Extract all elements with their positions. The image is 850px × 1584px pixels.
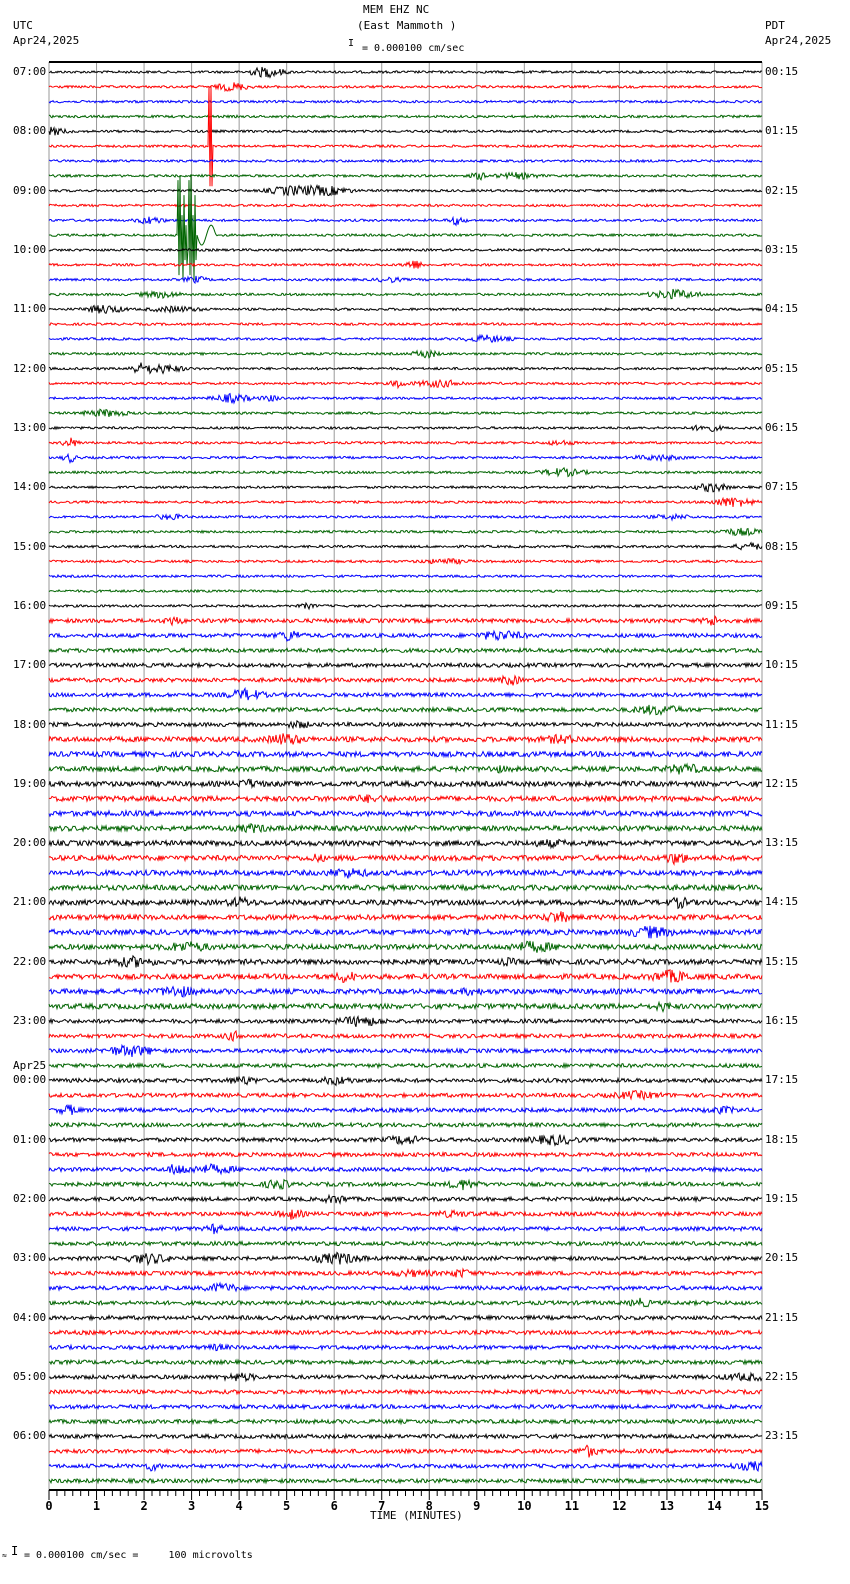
x-tick-label: 11 <box>564 1499 580 1513</box>
pdt-hour-label: 08:15 <box>765 539 799 553</box>
left-timezone: UTC <box>13 19 33 32</box>
pdt-hour-label: 12:15 <box>765 776 799 790</box>
seismic-trace <box>49 897 762 909</box>
utc-hour-label: 08:00 <box>13 124 47 138</box>
seismic-trace <box>49 1434 762 1438</box>
utc-hour-label: 16:00 <box>13 598 47 612</box>
seismic-trace <box>49 1373 762 1381</box>
seismic-trace <box>49 648 762 652</box>
utc-hour-label: 03:00 <box>13 1251 47 1265</box>
x-axis-label: TIME (MINUTES) <box>370 1509 463 1522</box>
utc-hour-label: 06:00 <box>13 1429 47 1443</box>
seismic-trace <box>49 514 762 520</box>
x-tick-label: 13 <box>659 1499 675 1513</box>
pdt-hour-label: 20:15 <box>765 1251 799 1265</box>
x-tick-label: 10 <box>517 1499 532 1513</box>
pdt-hour-label: 13:15 <box>765 836 799 850</box>
seismic-trace <box>49 185 762 195</box>
seismic-trace <box>49 733 762 744</box>
seismic-trace <box>49 454 762 462</box>
seismic-trace <box>49 824 762 833</box>
pdt-hour-label: 10:15 <box>765 658 799 672</box>
utc-hour-label: 13:00 <box>13 420 47 434</box>
utc-hour-label: 14:00 <box>13 480 47 494</box>
footer-scale-bar-icon: I <box>11 1544 19 1558</box>
seismic-trace <box>49 1331 762 1335</box>
seismic-trace <box>49 351 762 358</box>
seismic-trace <box>49 721 762 728</box>
right-date: Apr24,2025 <box>765 34 832 47</box>
seismic-trace <box>49 590 762 592</box>
seismic-trace <box>49 1123 762 1127</box>
utc-hour-label: 19:00 <box>13 776 47 790</box>
seismic-trace <box>49 1420 762 1424</box>
seismic-trace <box>49 705 762 715</box>
utc-hour-label: 12:00 <box>13 361 47 375</box>
seismic-trace <box>49 956 762 968</box>
seismic-trace <box>49 970 762 983</box>
pdt-hour-label: 03:15 <box>765 242 799 256</box>
footer-prefix: ≈ <box>2 1551 7 1560</box>
seismic-trace <box>49 305 762 313</box>
seismic-trace <box>49 409 762 417</box>
pdt-hour-label: 16:15 <box>765 1014 799 1028</box>
pdt-hour-label: 22:15 <box>765 1370 799 1384</box>
seismic-trace <box>49 249 762 251</box>
seismic-trace <box>49 172 762 180</box>
seismic-trace <box>49 425 762 431</box>
x-tick-label: 8 <box>425 1499 433 1513</box>
x-tick-label: 1 <box>92 1499 101 1513</box>
seismic-trace <box>49 1390 762 1394</box>
seismic-trace <box>49 795 762 804</box>
x-tick-label: 12 <box>612 1499 627 1513</box>
pdt-hour-label: 02:15 <box>765 183 799 197</box>
right-timezone: PDT <box>765 19 785 32</box>
seismic-trace <box>49 101 762 103</box>
pdt-hour-label: 05:15 <box>765 361 799 375</box>
x-tick-label: 3 <box>187 1499 196 1513</box>
seismic-trace <box>49 468 762 477</box>
seismic-trace <box>49 323 762 325</box>
seismic-trace <box>49 1298 762 1307</box>
x-tick-label: 14 <box>707 1499 722 1513</box>
seismic-trace <box>49 752 762 757</box>
seismic-trace <box>49 676 762 686</box>
seismic-trace <box>49 885 762 890</box>
station-subtitle: (East Mammoth ) <box>357 19 457 32</box>
seismic-trace <box>49 127 762 135</box>
seismic-trace <box>49 616 762 625</box>
seismic-trace <box>49 1195 762 1203</box>
seismic-trace <box>49 689 762 701</box>
pdt-hour-label: 21:15 <box>765 1310 799 1324</box>
pdt-hour-label: 15:15 <box>765 954 799 968</box>
x-tick-label: 6 <box>330 1499 338 1513</box>
utc-hour-label: 11:00 <box>13 302 47 316</box>
utc-hour-label: 18:00 <box>13 717 47 731</box>
pdt-hour-label: 07:15 <box>765 480 799 494</box>
pdt-hour-label: 19:15 <box>765 1192 799 1206</box>
seismic-trace <box>49 1253 762 1265</box>
seismic-trace <box>49 438 762 446</box>
seismic-trace <box>49 1105 762 1115</box>
seismic-trace <box>49 1283 762 1291</box>
seismic-trace <box>49 528 762 536</box>
pdt-hour-label: 11:15 <box>765 717 799 731</box>
x-tick-label: 9 <box>473 1499 481 1513</box>
seismic-trace <box>49 839 762 847</box>
seismic-trace <box>49 543 762 550</box>
utc-hour-label: 02:00 <box>13 1192 47 1206</box>
utc-hour-label: 15:00 <box>13 539 47 553</box>
seismic-trace <box>49 276 762 283</box>
utc-hour-label: 21:00 <box>13 895 47 909</box>
seismic-trace <box>49 1091 762 1100</box>
seismic-trace <box>49 1360 762 1364</box>
left-date: Apr24,2025 <box>13 34 80 47</box>
seismic-trace <box>49 1405 762 1409</box>
utc-hour-label: 23:00 <box>13 1014 47 1028</box>
utc-hour-label: 10:00 <box>13 242 47 256</box>
x-tick-label: 15 <box>754 1499 770 1513</box>
seismic-trace <box>49 67 762 77</box>
seismic-trace <box>49 1045 762 1057</box>
pdt-hour-label: 23:15 <box>765 1429 799 1443</box>
seismic-trace <box>49 82 762 91</box>
pdt-hour-label: 17:15 <box>765 1073 799 1087</box>
seismic-trace <box>49 1461 762 1471</box>
seismic-trace <box>49 261 762 269</box>
x-tick-label: 4 <box>235 1499 243 1513</box>
scale-label: = 0.000100 cm/sec <box>362 43 465 54</box>
seismic-trace <box>49 1077 762 1086</box>
date-change-label: Apr25 <box>13 1059 47 1073</box>
footer-scale-text: = 0.000100 cm/sec = 100 microvolts <box>24 1550 253 1561</box>
pdt-hour-label: 09:15 <box>765 598 799 612</box>
utc-hour-label: 17:00 <box>13 658 47 672</box>
seismic-trace <box>49 204 762 206</box>
pdt-hour-label: 14:15 <box>765 895 799 909</box>
seismic-trace <box>49 394 762 404</box>
utc-hour-label: 20:00 <box>13 836 47 850</box>
x-tick-label: 2 <box>140 1499 148 1513</box>
x-tick-label: 5 <box>283 1499 291 1513</box>
pdt-hour-label: 00:15 <box>765 65 799 78</box>
seismic-trace <box>49 1017 762 1027</box>
seismic-trace <box>49 363 762 374</box>
x-tick-label: 7 <box>378 1499 386 1513</box>
x-tick-label: 0 <box>45 1499 53 1513</box>
scale-bar-icon: I <box>348 38 355 49</box>
seismic-trace <box>49 1002 762 1011</box>
seismic-trace <box>49 663 762 667</box>
seismic-trace <box>49 498 762 507</box>
seismic-trace <box>49 1064 762 1068</box>
seismic-trace <box>49 1031 762 1041</box>
seismic-trace <box>49 380 762 388</box>
utc-hour-label: 09:00 <box>13 183 47 197</box>
pdt-hour-label: 04:15 <box>765 302 799 316</box>
seismic-trace <box>49 764 762 774</box>
seismic-trace <box>49 1316 762 1320</box>
seismic-trace <box>49 811 762 816</box>
seismic-trace <box>49 1479 762 1483</box>
pdt-hour-label: 18:15 <box>765 1132 799 1146</box>
seismic-trace <box>49 779 762 787</box>
seismic-trace <box>49 631 762 641</box>
utc-hour-label: 05:00 <box>13 1370 47 1384</box>
seismic-trace <box>49 868 762 878</box>
seismic-trace <box>49 335 762 343</box>
seismic-trace <box>49 986 762 997</box>
seismic-trace <box>49 115 762 117</box>
seismic-trace <box>49 1180 762 1190</box>
seismic-trace <box>49 941 762 953</box>
seismic-trace <box>49 1164 762 1174</box>
seismic-trace <box>49 1242 762 1246</box>
seismic-trace <box>49 1135 762 1146</box>
seismic-trace <box>49 854 762 864</box>
pdt-hour-label: 06:15 <box>765 420 799 434</box>
seismic-trace <box>49 603 762 609</box>
seismic-trace <box>49 926 762 939</box>
utc-hour-label: 22:00 <box>13 954 47 968</box>
seismic-trace <box>49 1445 762 1457</box>
seismic-trace <box>49 289 762 299</box>
seismic-trace <box>49 575 762 577</box>
station-title: MEM EHZ NC <box>363 3 430 16</box>
seismic-trace <box>49 217 762 225</box>
seismic-trace <box>49 1269 762 1277</box>
pdt-hour-label: 01:15 <box>765 124 799 138</box>
utc-hour-label: 01:00 <box>13 1132 47 1146</box>
seismic-trace <box>49 484 762 492</box>
seismic-trace <box>49 559 762 564</box>
seismic-trace <box>49 1210 762 1220</box>
utc-hour-label: 04:00 <box>13 1310 47 1324</box>
seismic-trace <box>49 1224 762 1234</box>
seismic-trace <box>49 1344 762 1350</box>
seismic-trace <box>49 1153 762 1157</box>
utc-hour-label: 07:00 <box>13 65 47 78</box>
seismic-trace <box>49 911 762 922</box>
seismic-trace <box>49 160 762 162</box>
utc-hour-label: 00:00 <box>13 1073 47 1087</box>
